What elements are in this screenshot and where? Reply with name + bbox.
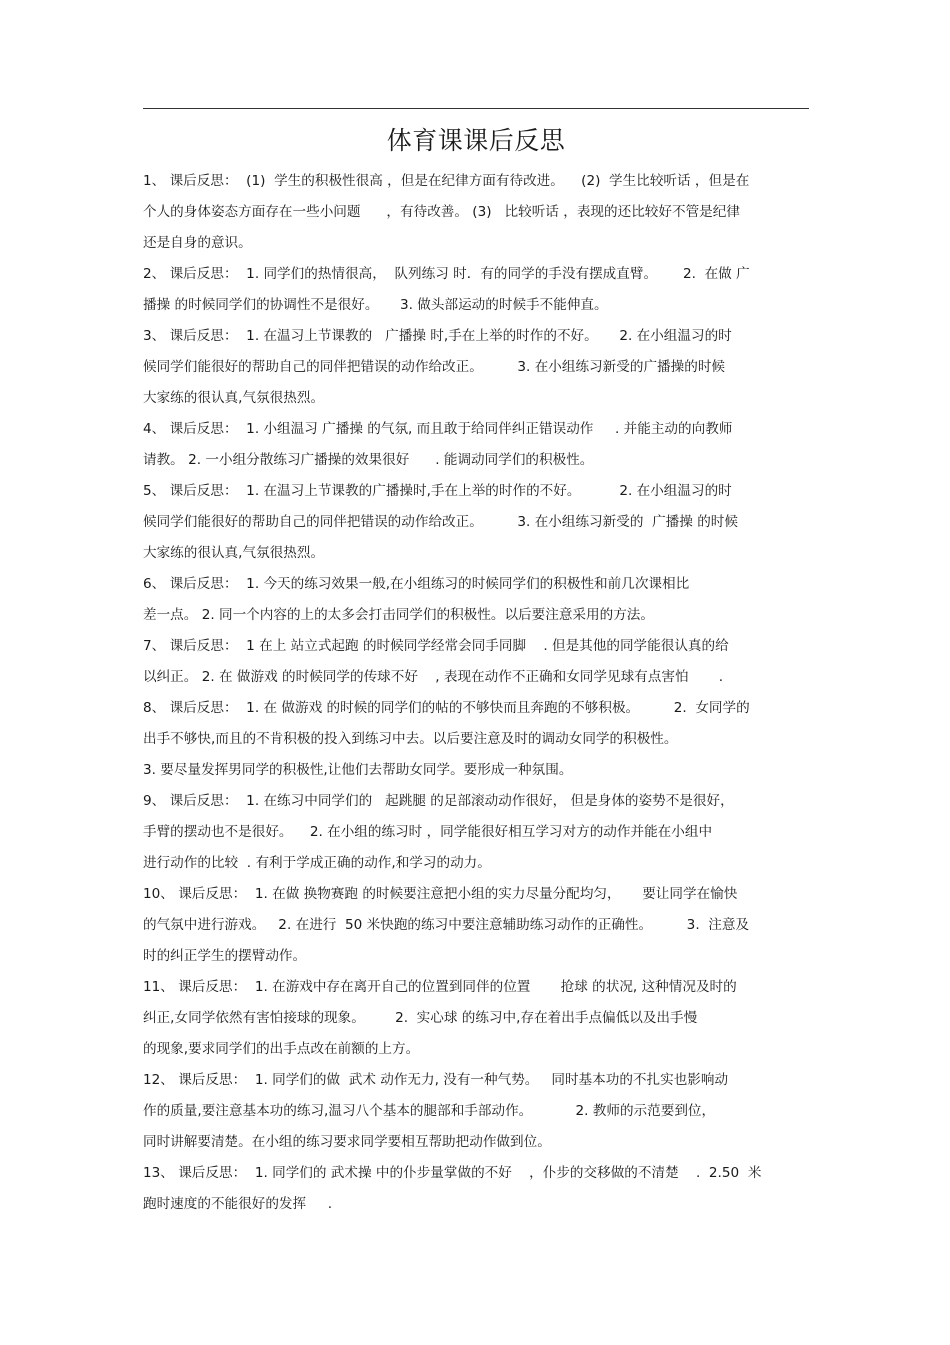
text-line: 大家练的很认真,气氛很热烈。	[143, 545, 325, 561]
text-line: 的气氛中进行游戏。 2. 在进行 50 米快跑的练习中要注意辅助练习动作的正确性。 3. 注意及	[143, 917, 750, 933]
text-line: 个人的身体姿态方面存在一些小问题 ，有待改善。 (3) 比较听话 ，表现的还比较好不管是纪律	[143, 204, 740, 220]
text-line: 4、 课后反思： 1. 小组温习 广播操 的气氛, 而且敢于给同伴纠正错误动作 . 并能主动的向教师	[143, 421, 733, 437]
text-line: 手臂的摆动也不是很好。 2. 在小组的练习时 ，同学能很好相互学习对方的动作并能在小组中	[143, 824, 713, 840]
text-line: 候同学们能很好的帮助自己的同伴把错误的动作给改正。 3. 在小组练习新受的广播操的时候	[143, 359, 726, 375]
text-line: 大家练的很认真,气氛很热烈。	[143, 390, 325, 406]
text-line: 1、 课后反思： (1) 学生的积极性很高 ，但是在纪律方面有待改进。 (2) 学生比较听话 ，但是在	[143, 173, 750, 189]
text-line: 跑时速度的不能很好的发挥 .	[143, 1196, 333, 1212]
text-line: 差一点。 2. 同一个内容的上的太多会打击同学们的积极性。以后要注意采用的方法。	[143, 607, 654, 623]
text-line: 3、 课后反思： 1. 在温习上节课教的 广播操 时,手在上举的时作的不好。 2. 在小组温习的时	[143, 328, 732, 344]
text-line: 的现象,要求同学们的出手点改在前额的上方。	[143, 1041, 420, 1057]
text-line: 13、 课后反思： 1. 同学们的 武术操 中的仆步量掌做的不好 ，仆步的交移做的不清楚 . 2.50 米	[143, 1165, 762, 1181]
text-line: 以纠正。 2. 在 做游戏 的时候同学的传球不好 , 表现在动作不正确和女同学见球有点害怕 .	[143, 669, 724, 685]
text-line: 11、 课后反思： 1. 在游戏中存在离开自己的位置到同伴的位置 抢球 的状况, 这种情况及时的	[143, 979, 737, 995]
text-line: 请教。 2. 一小组分散练习广播操的效果很好 . 能调动同学们的积极性。	[143, 452, 594, 468]
text-line: 出手不够快,而且的不肯积极的投入到练习中去。以后要注意及时的调动女同学的积极性。	[143, 731, 678, 747]
text-line: 候同学们能很好的帮助自己的同伴把错误的动作给改正。 3. 在小组练习新受的 广播操 的时候	[143, 514, 738, 530]
text-line: 进行动作的比较 . 有利于学成正确的动作,和学习的动力。	[143, 855, 491, 871]
text-line: 纠正,女同学依然有害怕接球的现象。 2. 实心球 的练习中,存在着出手点偏低以及出手慢	[143, 1010, 698, 1026]
text-line: 5、 课后反思： 1. 在温习上节课教的广播操时,手在上举的时作的不好。 2. 在小组温习的时	[143, 483, 732, 499]
text-line: 还是自身的意识。	[143, 235, 252, 251]
text-line: 3. 要尽量发挥男同学的积极性,让他们去帮助女同学。要形成一种氛围。	[143, 762, 573, 778]
text-line: 6、 课后反思： 1. 今天的练习效果一般,在小组练习的时候同学们的积极性和前几次课相比	[143, 576, 690, 592]
header-rule	[143, 108, 809, 109]
document-title: 体育课课后反思	[386, 126, 566, 155]
text-line: 8、 课后反思： 1. 在 做游戏 的时候的同学们的帖的不够快而且奔跑的不够积极。 2. 女同学的	[143, 700, 750, 716]
text-line: 10、 课后反思： 1. 在做 换物赛跑 的时候要注意把小组的实力尽量分配均匀， 要让同学在愉快	[143, 886, 738, 902]
text-line: 9、 课后反思： 1. 在练习中同学们的 起跳腿 的足部滚动动作很好， 但是身体的姿势不是很好，	[143, 793, 734, 809]
text-line: 同时讲解要清楚。在小组的练习要求同学要相互帮助把动作做到位。	[143, 1134, 551, 1150]
text-line: 播操 的时候同学们的协调性不是很好。 3. 做头部运动的时候手不能伸直。	[143, 297, 608, 313]
text-line: 作的质量,要注意基本功的练习,温习八个基本的腿部和手部动作。 2. 教师的示范要到位，	[143, 1103, 716, 1119]
text-line: 7、 课后反思： 1 在上 站立式起跑 的时候同学经常会同手同脚 . 但是其他的同学能很认真的给	[143, 638, 729, 654]
document-body	[143, 166, 809, 1220]
text-line: 12、 课后反思： 1. 同学们的做 武术 动作无力, 没有一种气势。 同时基本功的不扎实也影响动	[143, 1072, 729, 1088]
text-line: 时的纠正学生的摆臂动作。	[143, 948, 307, 964]
text-line: 2、 课后反思： 1. 同学们的热情很高， 队列练习 时．有的同学的手没有摆成直臂。 2. 在做 广	[143, 266, 750, 282]
